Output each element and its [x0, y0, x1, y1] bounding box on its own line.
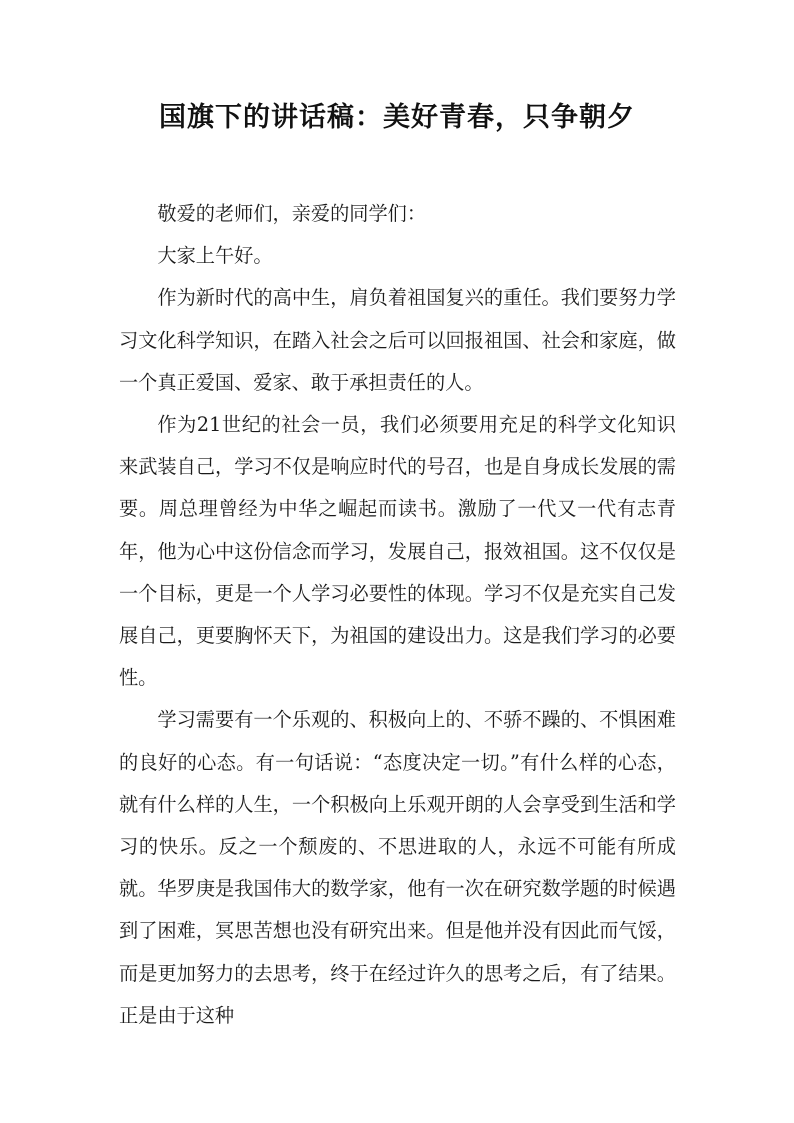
document-body — [119, 193, 676, 1037]
paragraph-3: 学习需要有一个乐观的、积极向上的、不骄不躁的、不惧困难的良好的心态。有一句话说：“态度决定一切。”有什么样的心态，就有什么样的人生，一个积极向上乐观开朗的人会享受到生活和学习的快乐。反之一个颓废的、不思进取的人，永远不可能有所成就。华罗庚是我国伟大的数学家，他有一次在研究数学题的时候遇到了困难，冥思苦想也没有研究出来。但是他并没有因此而气馁，而是更加努力的去思考，终于在经过许久的思考之后，有了结果。正是由于这种 — [119, 708, 676, 1027]
paragraph-greeting: 大家上午好。 — [157, 244, 273, 268]
paragraph-1: 作为新时代的高中生，肩负着祖国复兴的重任。我们要努力学习文化科学知识，在踏入社会之后可以回报祖国、社会和家庭，做一个真正爱国、爱家、敢于承担责任的人。 — [119, 286, 676, 394]
document-title: 国旗下的讲话稿：美好青春，只争朝夕 — [159, 102, 635, 133]
paragraph-salutation: 敬爱的老师们，亲爱的同学们： — [157, 202, 427, 225]
paragraph-2: 作为21世纪的社会一员，我们必须要用充足的科学文化知识来武装自己，学习不仅是响应时代的号召，也是自身成长发展的需要。周总理曾经为中华之崛起而读书。激励了一代又一代有志青年，他为心中这份信念而学习，发展自己，报效祖国。这不仅仅是一个目标，更是一个人学习必要性的体现。学习不仅是充实自己发展自己，更要胸怀天下，为祖国的建设出力。这是我们学习的必要性。 — [119, 413, 676, 690]
